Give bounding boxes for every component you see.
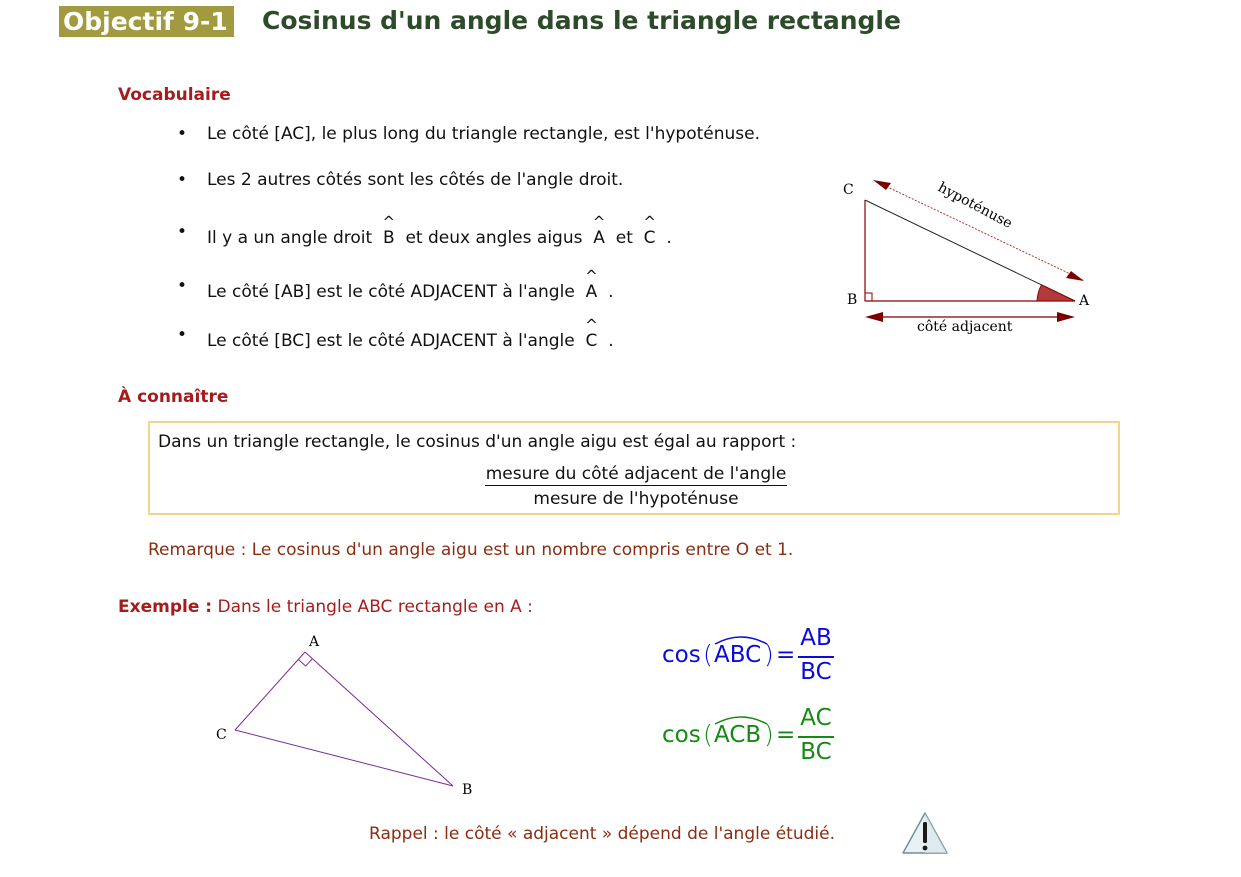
formula-cos-acb: cos ( ACB ) = AC BC <box>660 704 840 770</box>
bullet-adjacent-c: • Le côté [BC] est le côté ADJACENT à l'angle ^ C . <box>207 325 614 351</box>
angle-c-hat: ^ C <box>644 222 656 248</box>
angle-acb: ACB <box>714 722 762 748</box>
triangle-figure-vocabulary <box>835 172 1105 342</box>
angle-a-wedge <box>1037 285 1075 301</box>
arrowhead <box>873 180 891 190</box>
angle-a-hat: ^ A <box>593 222 605 248</box>
label-adjacent: côté adjacent <box>917 319 1013 335</box>
triangle-figure-example <box>205 628 495 808</box>
side-ac <box>235 652 305 730</box>
angle-b-hat: ^ B <box>383 222 395 248</box>
label-a: A <box>1079 293 1090 309</box>
label-b: B <box>847 292 858 308</box>
warning-icon <box>900 810 950 856</box>
reminder-text: Rappel : le côté « adjacent » dépend de l'angle étudié. <box>369 824 835 844</box>
section-vocabulaire: Vocabulaire <box>118 85 231 105</box>
arrowhead <box>1066 271 1084 281</box>
definition-text: Dans un triangle rectangle, le cosinus d'un angle aigu est égal au rapport : <box>158 432 797 452</box>
angle-arc <box>713 634 769 646</box>
fraction-numerator: mesure du côté adjacent de l'angle <box>485 464 787 484</box>
bullet-hypotenuse: • Le côté [AC], le plus long du triangle rectangle, est l'hypoténuse. <box>177 124 760 144</box>
remark-text: Remarque : Le cosinus d'un angle aigu est un nombre compris entre O et 1. <box>148 540 794 560</box>
label-b: B <box>462 782 473 798</box>
objective-badge: Objectif 9-1 <box>59 6 234 37</box>
section-a-connaitre: À connaître <box>118 387 229 407</box>
arrowhead <box>865 312 883 322</box>
angle-a-hat: ^ A <box>586 276 598 302</box>
angle-abc: ABC <box>714 642 762 668</box>
fraction-denominator: mesure de l'hypoténuse <box>533 489 739 509</box>
bullet-adjacent-a: • Le côté [AB] est le côté ADJACENT à l'angle ^ A . <box>207 276 613 302</box>
side-bc <box>235 730 453 786</box>
label-c: C <box>216 727 227 743</box>
angle-c-hat: ^ C <box>586 325 598 351</box>
bullet-angles: • Il y a un angle droit ^ B et deux angles aigus ^ A et ^ C . <box>207 222 672 248</box>
formula-cos-abc: cos ( ABC ) = AB BC <box>660 624 840 690</box>
definition-box <box>148 421 1120 515</box>
right-angle-mark <box>298 659 312 666</box>
page-title: Cosinus d'un angle dans le triangle rectangle <box>262 6 901 35</box>
example-line: Exemple : Dans le triangle ABC rectangle en A : <box>118 597 533 617</box>
arrowhead <box>1057 312 1075 322</box>
right-angle-mark <box>865 293 872 301</box>
label-a: A <box>309 634 320 650</box>
hypotenuse-arrow <box>877 182 1083 280</box>
label-c: C <box>843 182 854 198</box>
label-hypotenuse: hypoténuse <box>935 179 1015 232</box>
angle-arc <box>713 714 769 726</box>
side-ab <box>305 652 453 786</box>
bullet-other-sides: • Les 2 autres côtés sont les côtés de l'angle droit. <box>177 170 624 190</box>
